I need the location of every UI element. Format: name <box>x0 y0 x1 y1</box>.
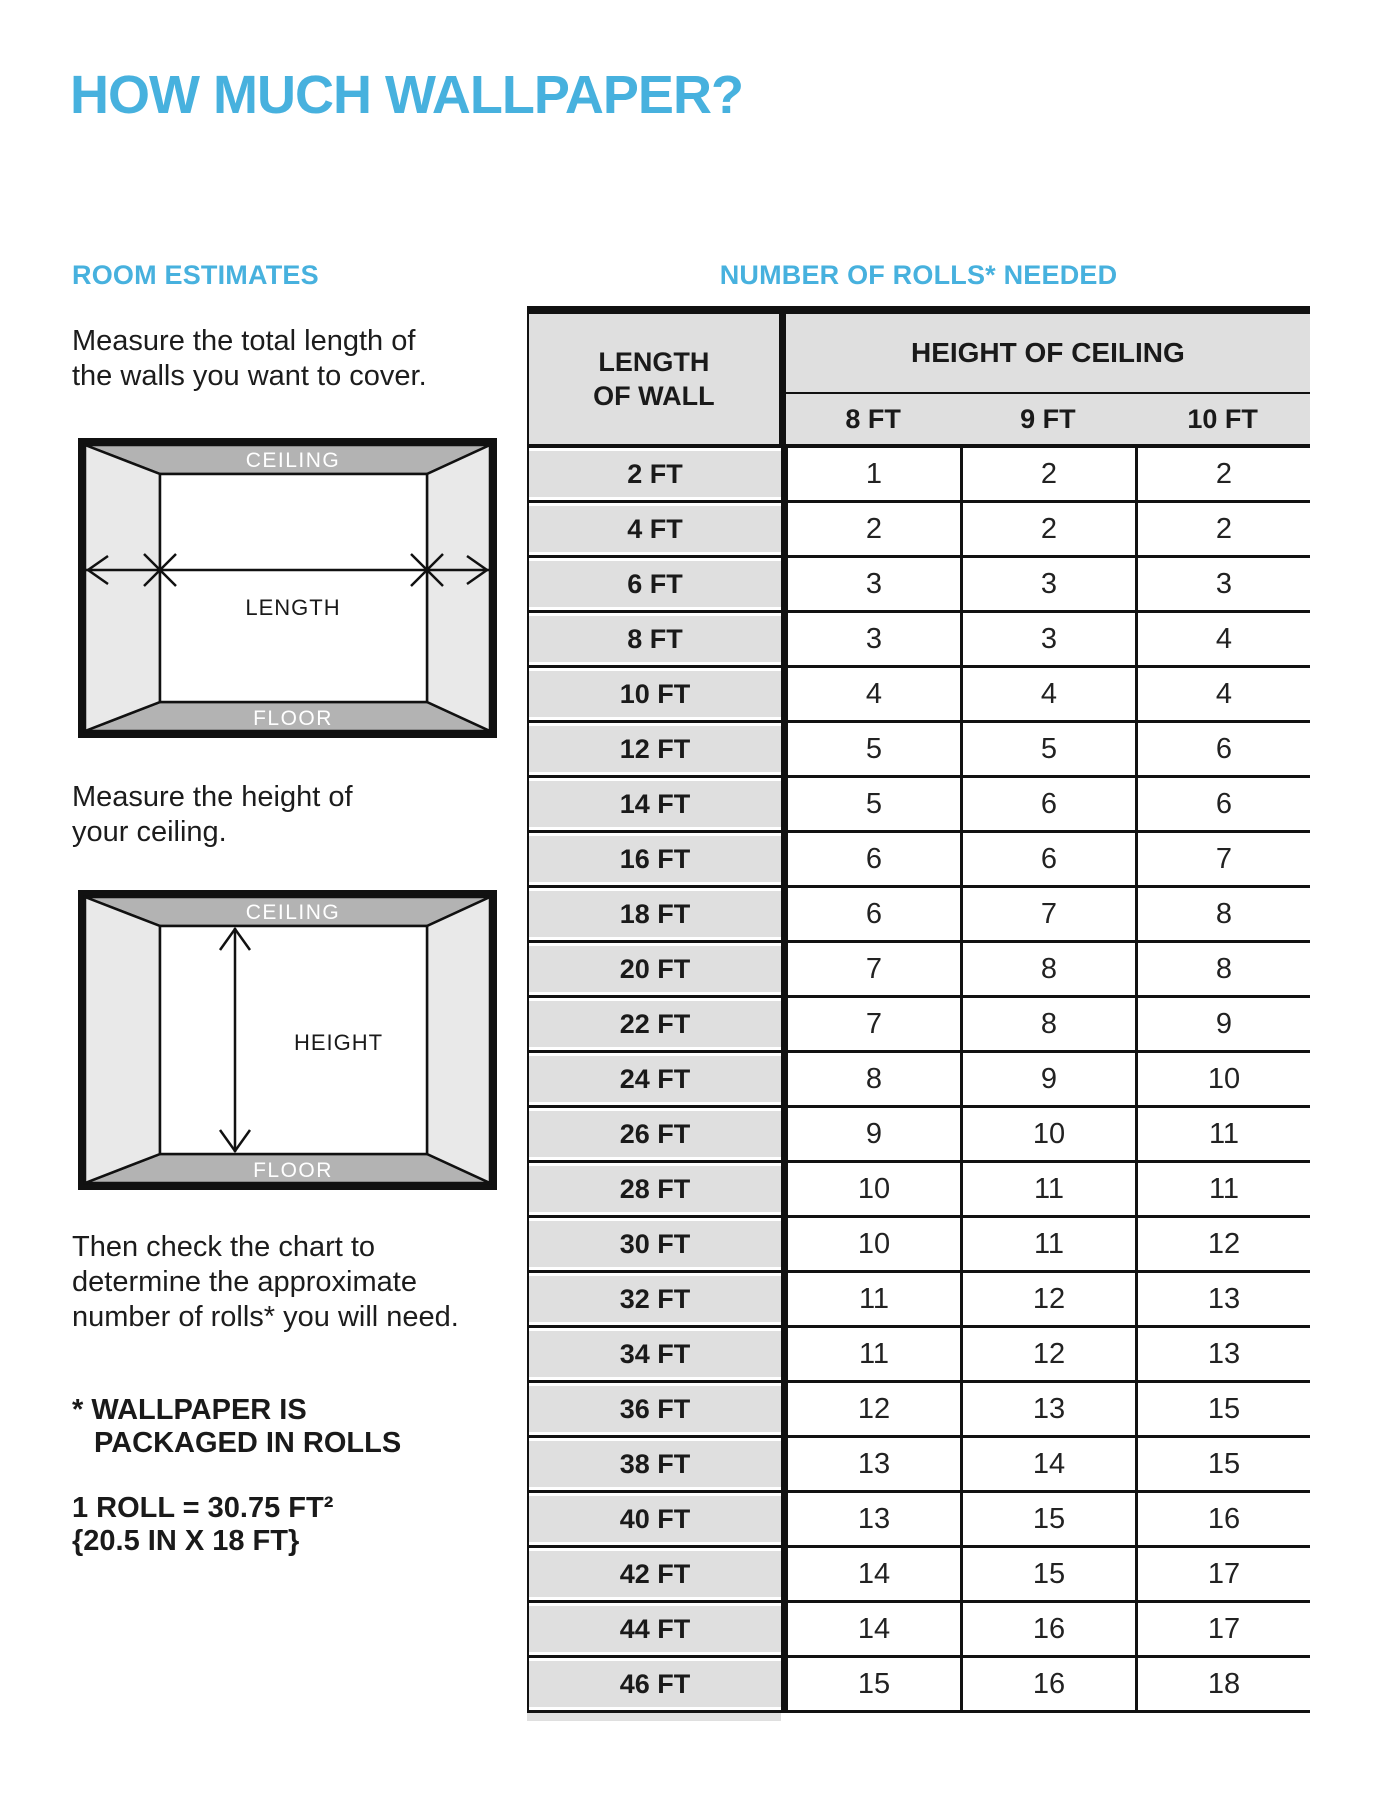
roll-count-cell: 8 <box>963 998 1138 1050</box>
row-label-cell <box>529 1108 781 1160</box>
roll-count-cell: 8 <box>1138 943 1310 995</box>
roll-count-cell: 9 <box>963 1053 1138 1105</box>
roll-count-cell: 2 <box>963 503 1138 555</box>
roll-size-spec <box>72 1492 333 1558</box>
wall-length-label: 2 FT <box>529 451 781 497</box>
roll-count-cell: 3 <box>1138 558 1310 610</box>
roll-count-cell: 10 <box>963 1108 1138 1160</box>
roll-count-cell: 8 <box>963 943 1138 995</box>
roll-count-cell: 2 <box>781 503 963 555</box>
table-row <box>529 613 1310 668</box>
roll-spec-line: {20.5 IN X 18 FT} <box>72 1525 300 1557</box>
instruction-measure-length <box>72 324 427 394</box>
instruction-check-chart <box>72 1230 459 1335</box>
roll-count-cell: 10 <box>781 1218 963 1270</box>
roll-count-cell: 8 <box>1138 888 1310 940</box>
roll-spec-line: 1 ROLL = 30.75 FT² <box>72 1492 334 1524</box>
roll-count-cell: 6 <box>963 778 1138 830</box>
row-label-cell <box>529 1163 781 1215</box>
wall-length-label: 28 FT <box>529 1166 781 1212</box>
row-label-cell <box>529 1053 781 1105</box>
note-line: * WALLPAPER IS <box>72 1394 307 1426</box>
table-row <box>529 1493 1310 1548</box>
table-body <box>527 448 1310 1713</box>
roll-count-cell: 11 <box>1138 1108 1310 1160</box>
left-wall-panel <box>85 445 160 731</box>
roll-count-cell: 2 <box>1138 448 1310 500</box>
column-header-9ft: 9 FT <box>1020 403 1076 434</box>
instruction-line: Measure the total length of <box>72 325 416 357</box>
right-wall-panel <box>427 897 490 1183</box>
roll-count-cell: 5 <box>781 723 963 775</box>
row-label-cell <box>529 558 781 610</box>
roll-count-cell: 18 <box>1138 1658 1310 1710</box>
roll-count-cell: 13 <box>963 1383 1138 1435</box>
row-label-cell <box>529 1603 781 1655</box>
table-row <box>529 1658 1310 1713</box>
room-estimates-heading: ROOM ESTIMATES <box>72 260 319 290</box>
roll-count-cell: 14 <box>781 1548 963 1600</box>
wall-length-label: 6 FT <box>529 561 781 607</box>
roll-count-cell: 13 <box>781 1438 963 1490</box>
roll-count-cell: 2 <box>963 448 1138 500</box>
roll-count-cell: 6 <box>781 833 963 885</box>
roll-count-cell: 9 <box>781 1108 963 1160</box>
row-label-cell <box>529 613 781 665</box>
wall-length-label: 42 FT <box>529 1551 781 1597</box>
packaging-note <box>72 1394 401 1460</box>
roll-count-cell: 7 <box>781 998 963 1050</box>
instruction-line: the walls you want to cover. <box>72 360 427 392</box>
roll-count-cell: 15 <box>963 1493 1138 1545</box>
table-row <box>529 1218 1310 1273</box>
roll-count-cell: 14 <box>781 1603 963 1655</box>
length-of-wall-header <box>529 314 779 444</box>
length-label: LENGTH <box>245 595 341 620</box>
roll-count-cell: 15 <box>1138 1438 1310 1490</box>
rolls-needed-heading: NUMBER OF ROLLS* NEEDED <box>719 260 1118 290</box>
table-bottom-stub <box>527 1713 781 1721</box>
roll-count-cell: 7 <box>1138 833 1310 885</box>
header-line: LENGTH <box>598 347 710 377</box>
table-row <box>529 503 1310 558</box>
table-row <box>529 1053 1310 1108</box>
roll-count-cell: 9 <box>1138 998 1310 1050</box>
wall-length-label: 30 FT <box>529 1221 781 1267</box>
roll-count-cell: 7 <box>963 888 1138 940</box>
table-row <box>529 1603 1310 1658</box>
roll-count-cell: 6 <box>1138 723 1310 775</box>
roll-count-cell: 16 <box>963 1603 1138 1655</box>
roll-count-cell: 4 <box>1138 613 1310 665</box>
roll-count-cell: 6 <box>781 888 963 940</box>
table-row <box>529 558 1310 613</box>
wall-length-label: 32 FT <box>529 1276 781 1322</box>
roll-count-cell: 13 <box>1138 1328 1310 1380</box>
right-wall-panel <box>427 445 490 731</box>
column-header-8ft: 8 FT <box>845 403 901 434</box>
back-wall <box>160 474 427 702</box>
roll-count-cell: 10 <box>1138 1053 1310 1105</box>
roll-count-cell: 3 <box>963 613 1138 665</box>
table-row <box>529 998 1310 1053</box>
roll-count-cell: 15 <box>1138 1383 1310 1435</box>
row-label-cell <box>529 668 781 720</box>
wall-length-label: 16 FT <box>529 836 781 882</box>
row-label-cell <box>529 943 781 995</box>
roll-count-cell: 1 <box>781 448 963 500</box>
wall-length-label: 10 FT <box>529 671 781 717</box>
roll-count-cell: 5 <box>963 723 1138 775</box>
column-header-10ft: 10 FT <box>1187 403 1258 434</box>
row-label-cell <box>529 1493 781 1545</box>
wall-length-label: 46 FT <box>529 1661 781 1707</box>
instruction-line: number of rolls* you will need. <box>72 1301 459 1333</box>
table-row <box>529 723 1310 778</box>
roll-count-cell: 4 <box>781 668 963 720</box>
roll-count-cell: 6 <box>963 833 1138 885</box>
roll-count-cell: 11 <box>963 1163 1138 1215</box>
wall-length-label: 26 FT <box>529 1111 781 1157</box>
roll-count-cell: 10 <box>781 1163 963 1215</box>
table-row <box>529 888 1310 943</box>
instruction-line: determine the approximate <box>72 1266 417 1298</box>
roll-count-cell: 8 <box>781 1053 963 1105</box>
roll-count-cell: 3 <box>781 558 963 610</box>
wall-length-label: 4 FT <box>529 506 781 552</box>
height-of-ceiling-section <box>779 314 1310 444</box>
wall-length-label: 20 FT <box>529 946 781 992</box>
roll-count-cell: 4 <box>1138 668 1310 720</box>
row-label-cell <box>529 1328 781 1380</box>
table-row <box>529 778 1310 833</box>
ceiling-height-diagram <box>78 890 497 1190</box>
roll-count-cell: 11 <box>781 1328 963 1380</box>
row-label-cell <box>529 833 781 885</box>
roll-count-cell: 16 <box>1138 1493 1310 1545</box>
wall-length-label: 12 FT <box>529 726 781 772</box>
roll-count-cell: 14 <box>963 1438 1138 1490</box>
wall-length-label: 18 FT <box>529 891 781 937</box>
roll-count-cell: 13 <box>1138 1273 1310 1325</box>
left-wall-panel <box>85 897 160 1183</box>
row-label-cell <box>529 723 781 775</box>
roll-count-cell: 17 <box>1138 1548 1310 1600</box>
table-header <box>527 314 1310 448</box>
table-row <box>529 448 1310 503</box>
table-top-border <box>527 306 1310 314</box>
roll-count-cell: 12 <box>781 1383 963 1435</box>
wall-length-label: 22 FT <box>529 1001 781 1047</box>
wall-length-label: 34 FT <box>529 1331 781 1377</box>
table-row <box>529 833 1310 888</box>
instruction-line: Then check the chart to <box>72 1231 376 1263</box>
wall-length-label: 40 FT <box>529 1496 781 1542</box>
height-label: HEIGHT <box>294 1030 384 1055</box>
table-row <box>529 1108 1310 1163</box>
table-row <box>529 668 1310 723</box>
roll-count-cell: 4 <box>963 668 1138 720</box>
height-of-ceiling-header: HEIGHT OF CEILING <box>786 314 1310 394</box>
ceiling-height-columns <box>786 394 1310 444</box>
ceiling-label: CEILING <box>245 901 341 924</box>
rolls-table <box>527 306 1310 1721</box>
roll-count-cell: 6 <box>1138 778 1310 830</box>
row-label-cell <box>529 888 781 940</box>
roll-count-cell: 11 <box>781 1273 963 1325</box>
note-line: PACKAGED IN ROLLS <box>94 1427 402 1459</box>
row-label-cell <box>529 1273 781 1325</box>
row-label-cell <box>529 1438 781 1490</box>
roll-count-cell: 12 <box>1138 1218 1310 1270</box>
roll-count-cell: 16 <box>963 1658 1138 1710</box>
roll-count-cell: 15 <box>963 1548 1138 1600</box>
floor-label: FLOOR <box>253 1159 333 1182</box>
roll-count-cell: 12 <box>963 1273 1138 1325</box>
roll-count-cell: 13 <box>781 1493 963 1545</box>
roll-count-cell: 2 <box>1138 503 1310 555</box>
row-label-cell <box>529 1383 781 1435</box>
instruction-measure-height <box>72 780 353 850</box>
table-row <box>529 1548 1310 1603</box>
header-line: OF WALL <box>593 381 715 411</box>
room-length-diagram <box>78 438 497 738</box>
roll-count-cell: 11 <box>963 1218 1138 1270</box>
wall-length-label: 36 FT <box>529 1386 781 1432</box>
wall-length-label: 8 FT <box>529 616 781 662</box>
table-row <box>529 1273 1310 1328</box>
page-title: HOW MUCH WALLPAPER? <box>70 65 743 125</box>
floor-label: FLOOR <box>253 707 333 730</box>
row-label-cell <box>529 1218 781 1270</box>
instruction-line: Measure the height of <box>72 781 353 813</box>
table-row <box>529 1383 1310 1438</box>
row-label-cell <box>529 1548 781 1600</box>
ceiling-label: CEILING <box>245 449 341 472</box>
row-label-cell <box>529 503 781 555</box>
roll-count-cell: 15 <box>781 1658 963 1710</box>
table-row <box>529 1163 1310 1218</box>
wall-length-label: 38 FT <box>529 1441 781 1487</box>
row-label-cell <box>529 778 781 830</box>
table-row <box>529 1438 1310 1493</box>
wall-length-label: 44 FT <box>529 1606 781 1652</box>
roll-count-cell: 7 <box>781 943 963 995</box>
roll-count-cell: 3 <box>963 558 1138 610</box>
roll-count-cell: 12 <box>963 1328 1138 1380</box>
wall-length-label: 24 FT <box>529 1056 781 1102</box>
table-row <box>529 1328 1310 1383</box>
row-label-cell <box>529 448 781 500</box>
wall-length-label: 14 FT <box>529 781 781 827</box>
roll-count-cell: 17 <box>1138 1603 1310 1655</box>
row-label-cell <box>529 998 781 1050</box>
table-row <box>529 943 1310 998</box>
row-label-cell <box>529 1658 781 1710</box>
roll-count-cell: 3 <box>781 613 963 665</box>
instruction-line: your ceiling. <box>72 816 227 848</box>
roll-count-cell: 5 <box>781 778 963 830</box>
roll-count-cell: 11 <box>1138 1163 1310 1215</box>
